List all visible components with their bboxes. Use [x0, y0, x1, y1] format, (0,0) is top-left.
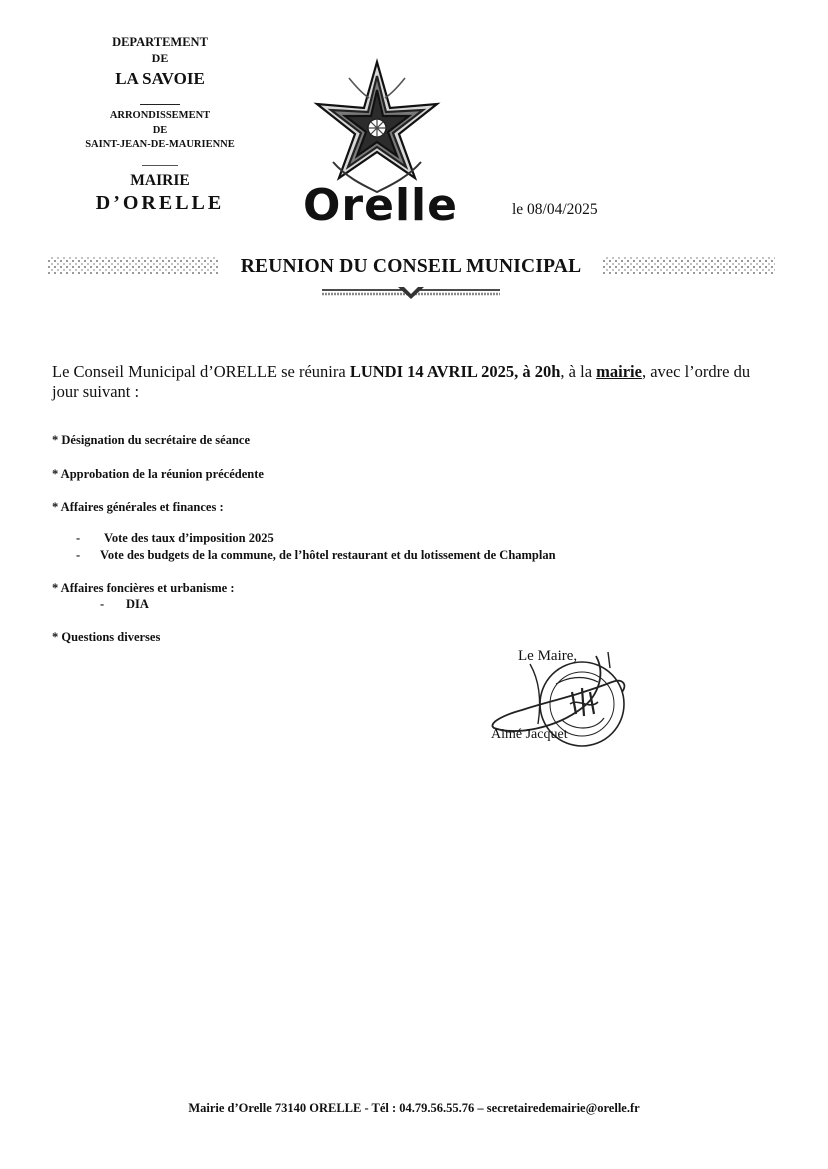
footer-contact: Mairie d’Orelle 73140 ORELLE - Tél : 04.79.56.55.76 – secretairedemairie@orelle.fr	[188, 1101, 640, 1115]
orelle-wordmark: Orelle	[303, 180, 458, 231]
arrondissement-de: DE	[152, 125, 168, 136]
scan-noise-band	[48, 254, 218, 276]
document-title: REUNION DU CONSEIL MUNICIPAL	[240, 256, 582, 277]
arrondissement-label: ARRONDISSEMENT	[109, 110, 211, 121]
department-de: DE	[151, 51, 169, 65]
department-label: DEPARTEMENT	[112, 35, 208, 49]
header-divider	[140, 104, 180, 105]
mairie-label: MAIRIE	[130, 172, 190, 189]
agenda-item: * Désignation du secrétaire de séance	[52, 433, 251, 447]
agenda-item: * Approbation de la réunion précédente	[52, 467, 264, 481]
list-dash: -	[76, 531, 81, 545]
meeting-announcement: Le Conseil Municipal d’ORELLE se réunira LUNDI 14 AVRIL 2025, à 20h, à la mairie, avec l’ordre du jour suivant :	[52, 362, 751, 401]
agenda-subitem: Vote des taux d’imposition 2025	[104, 531, 274, 545]
agenda-subitem: Vote des budgets de la commune, de l’hôtel restaurant et du lotissement de Champlan	[100, 548, 556, 562]
meeting-date: LUNDI 14 AVRIL 2025, à 20h	[349, 362, 561, 381]
agenda-item: * Affaires foncières et urbanisme :	[52, 581, 235, 595]
title-ornament-icon	[322, 283, 500, 301]
orelle-flower-logo-icon	[304, 56, 450, 196]
agenda-item: * Questions diverses	[52, 630, 161, 644]
department-name: LA SAVOIE	[115, 69, 205, 88]
list-dash: -	[100, 597, 105, 611]
agenda-subitem: DIA	[126, 597, 149, 611]
signatory-name: Aimé Jacquet	[491, 727, 568, 742]
meeting-place: mairie	[596, 362, 642, 381]
scan-noise-band	[603, 254, 775, 276]
list-dash: -	[76, 548, 81, 562]
header-divider	[142, 165, 178, 166]
arrondissement-name: SAINT-JEAN-DE-MAURIENNE	[85, 139, 235, 150]
signature-title: Le Maire,	[518, 648, 578, 664]
agenda-item: * Affaires générales et finances :	[52, 500, 224, 514]
commune-name: D’ORELLE	[95, 192, 225, 214]
document-date: le 08/04/2025	[512, 201, 598, 218]
